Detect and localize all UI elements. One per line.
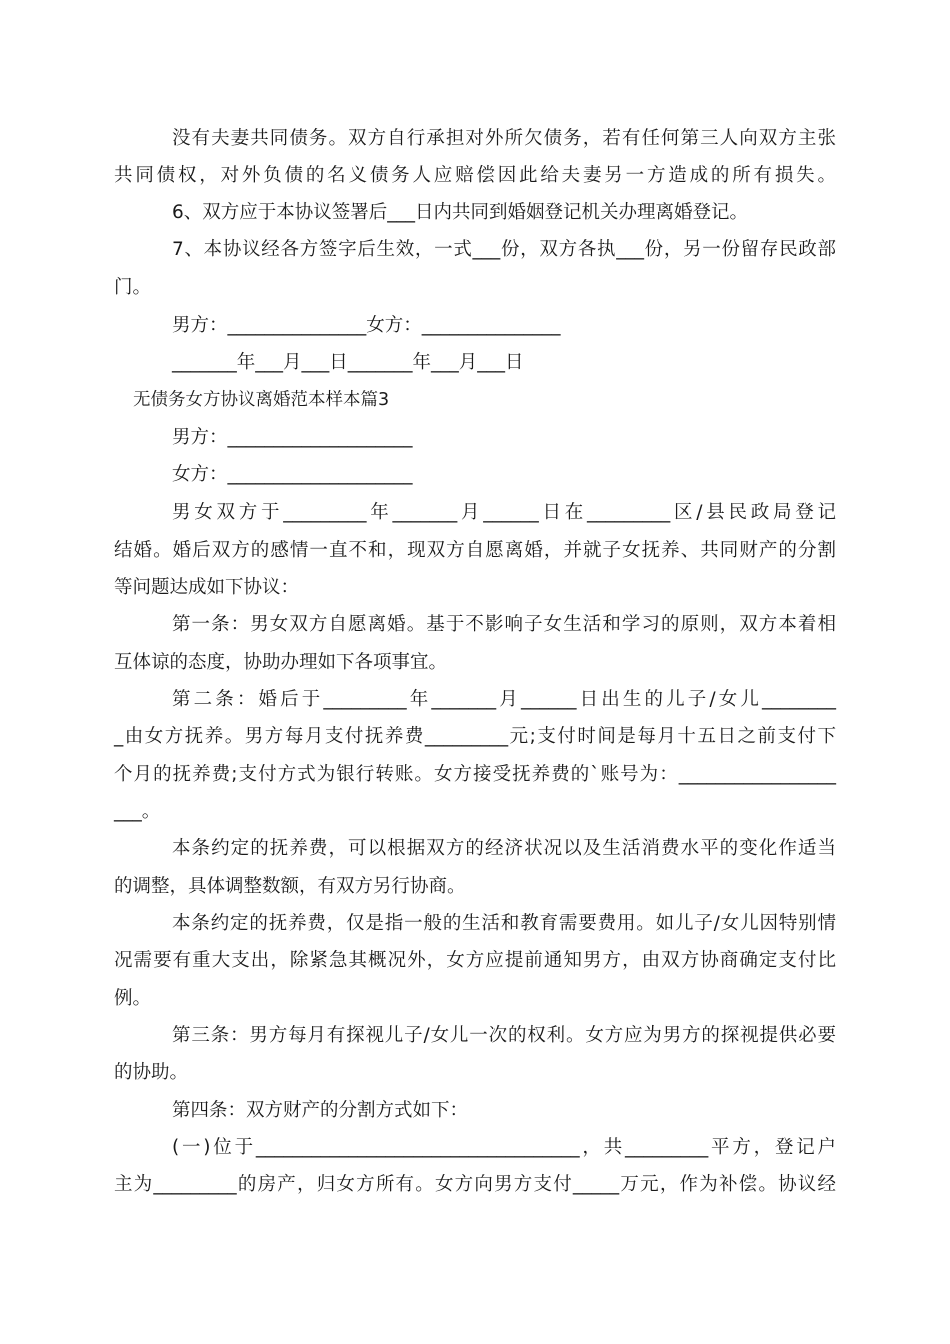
paragraph-line: 本条约定的抚养费，仅是指一般的生活和教育需要费用。如儿子/女儿因特别情 [172, 913, 836, 934]
paragraph-line: 门。 [114, 277, 152, 298]
paragraph-line: 的协助。 [114, 1062, 189, 1083]
paragraph-line: 互体谅的态度，协助办理如下各项事宜。 [114, 652, 448, 673]
section-heading: 无债务女方协议离婚范本样本篇3 [133, 390, 390, 410]
paragraph-line: 本条约定的抚养费，可以根据双方的经济状况以及生活消费水平的变化作适当 [172, 838, 836, 859]
article-4-line: 第四条：双方财产的分割方式如下： [172, 1100, 469, 1121]
paragraph-line: 共同债权，对外负债的名义债务人应赔偿因此给夫妻另一方造成的所有损失。 [114, 165, 836, 186]
paragraph-line: 男女双方于_________年_______月______日在_________区/县民政局登记 [172, 502, 836, 523]
paragraph-line: _由女方抚养。男方每月支付抚养费_________元;支付时间是每月十五日之前支付下 [114, 726, 836, 747]
property-line: (一)位于___________________________________，共_________平方，登记户 [172, 1137, 836, 1158]
paragraph-line: 的调整，具体调整数额，有双方另行协商。 [114, 876, 466, 897]
paragraph-line: 没有夫妻共同债务。双方自行承担对外所欠债务，若有任何第三人向双方主张 [172, 128, 836, 149]
husband-name-line: 男方：____________________ [172, 427, 413, 448]
paragraph-line: 例。 [114, 988, 152, 1009]
signature-line: 男方：_______________女方：_______________ [172, 315, 561, 336]
clause-6-line: 6、双方应于本协议签署后___日内共同到婚姻登记机关办理离婚登记。 [172, 202, 749, 223]
paragraph-line: 等问题达成如下协议： [114, 577, 300, 598]
date-line: _______年___月___日_______年___月___日 [172, 352, 524, 373]
wife-name-line: 女方：____________________ [172, 464, 413, 485]
article-3-line: 第三条：男方每月有探视儿子/女儿一次的权利。女方应为男方的探视提供必要 [172, 1025, 836, 1046]
paragraph-line: 结婚。婚后双方的感情一直不和，现双方自愿离婚，并就子女抚养、共同财产的分割 [114, 540, 836, 561]
paragraph-line: ___。 [114, 801, 161, 822]
clause-7-line: 7、本协议经各方签字后生效，一式___份，双方各执___份，另一份留存民政部 [172, 239, 836, 260]
article-2-line: 第二条：婚后于_________年_______月______日出生的儿子/女儿________ [172, 689, 836, 710]
article-1-line: 第一条：男女双方自愿离婚。基于不影响子女生活和学习的原则，双方本着相 [172, 614, 836, 635]
paragraph-line: 个月的抚养费;支付方式为银行转账。女方接受抚养费的`账号为：_________________ [114, 764, 836, 785]
paragraph-line: 况需要有重大支出，除紧急其概况外，女方应提前通知男方，由双方协商确定支付比 [114, 950, 836, 971]
paragraph-line: 主为_________的房产，归女方所有。女方向男方支付_____万元，作为补偿。协议经 [114, 1174, 836, 1195]
